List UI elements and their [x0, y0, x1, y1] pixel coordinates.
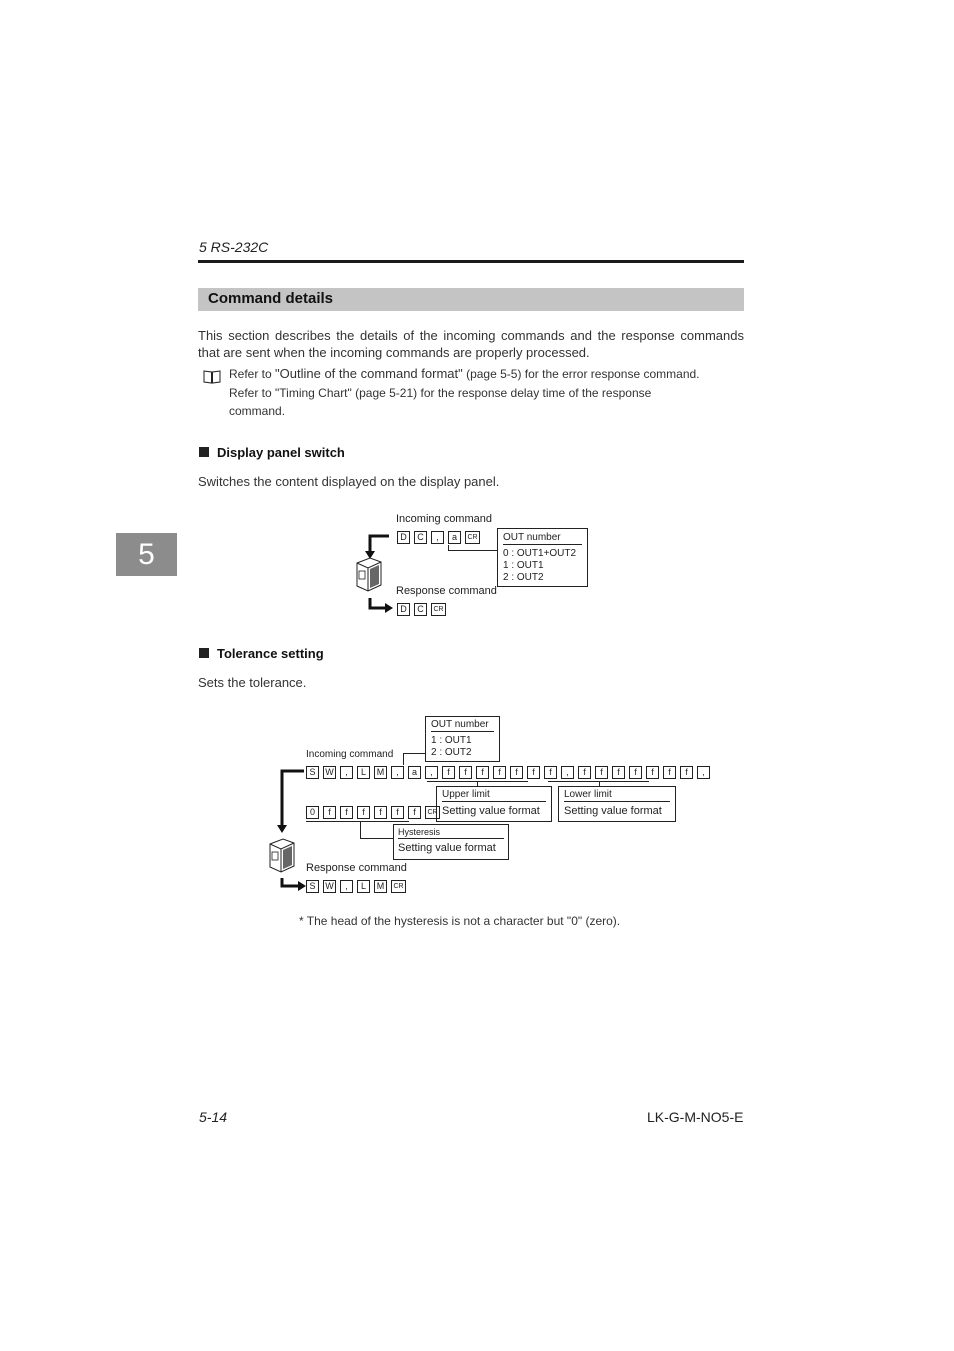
tol-out-number-box	[425, 716, 500, 762]
char-cell: W	[323, 880, 336, 893]
display-panel-heading-text: Display panel switch	[217, 445, 345, 460]
note-1	[229, 365, 749, 383]
section-title: Command details	[208, 290, 334, 307]
char-cell: f	[680, 766, 693, 779]
char-cell: f	[408, 806, 421, 819]
hysteresis-format	[306, 806, 444, 819]
upper-limit-title: Upper limit	[442, 789, 546, 802]
char-cell: f	[646, 766, 659, 779]
char-cell: a	[448, 531, 461, 544]
bracket-line	[360, 821, 361, 839]
bracket-line	[360, 838, 394, 839]
display-panel-description: Switches the content displayed on the display panel.	[198, 474, 500, 489]
char-cell: M	[374, 766, 387, 779]
dp-out-box-title: OUT number	[503, 532, 582, 545]
hysteresis-value-format: Setting value format	[398, 842, 496, 854]
char-cell: ,	[697, 766, 710, 779]
char-cell: ,	[431, 531, 444, 544]
bullet-square-icon	[199, 447, 209, 457]
sensor-head-icon	[266, 836, 298, 876]
char-cell: C	[414, 603, 427, 616]
char-cell: D	[397, 603, 410, 616]
dp-out-option: 2 : OUT2	[503, 572, 544, 583]
char-cell-cr: CR	[465, 531, 480, 544]
doc-code: LK-G-M-NO5-E	[647, 1109, 744, 1125]
char-cell: f	[612, 766, 625, 779]
footnote: * The head of the hysteresis is not a character but "0" (zero).	[299, 914, 621, 928]
dp-out-option: 0 : OUT1+OUT2	[503, 548, 577, 559]
note-2: Refer to "Timing Chart" (page 5-21) for the response delay time of the response command.	[229, 386, 652, 418]
char-cell: S	[306, 766, 319, 779]
char-cell-cr: CR	[431, 603, 446, 616]
char-cell: f	[595, 766, 608, 779]
char-cell: ,	[425, 766, 438, 779]
char-cell: L	[357, 880, 370, 893]
note-1-suffix: (page 5-5) for the error response command.	[462, 367, 700, 381]
char-cell: f	[442, 766, 455, 779]
char-cell: f	[544, 766, 557, 779]
connector-line	[448, 550, 498, 551]
tol-incoming-label: Incoming command	[306, 749, 394, 760]
char-cell: f	[527, 766, 540, 779]
intro-paragraph: This section describes the details of the incoming commands and the response commands that are sent when the incoming commands are properly processed.	[198, 328, 744, 360]
upper-limit-format: Setting value format	[442, 805, 540, 817]
dp-out-option: 1 : OUT1	[503, 560, 544, 571]
bullet-square-icon	[199, 648, 209, 658]
hysteresis-title: Hysteresis	[398, 827, 504, 839]
hysteresis-box	[393, 824, 509, 860]
char-cell: f	[663, 766, 676, 779]
char-cell: f	[374, 806, 387, 819]
char-cell: ,	[561, 766, 574, 779]
note-1-prefix: Refer to	[229, 367, 276, 381]
char-cell: f	[391, 806, 404, 819]
tolerance-heading-text: Tolerance setting	[217, 646, 324, 661]
char-cell: f	[357, 806, 370, 819]
char-cell-cr: CR	[425, 806, 440, 819]
char-cell: f	[459, 766, 472, 779]
char-cell: L	[357, 766, 370, 779]
tol-out-option: 1 : OUT1	[431, 735, 472, 746]
char-cell: f	[476, 766, 489, 779]
char-cell: ,	[340, 766, 353, 779]
tol-response-label: Response command	[306, 862, 407, 874]
lower-limit-format: Setting value format	[564, 805, 662, 817]
tol-response-command	[306, 880, 410, 893]
book-icon	[203, 369, 221, 389]
tol-out-box-title: OUT number	[431, 719, 494, 732]
page-number: 5-14	[199, 1109, 228, 1125]
note-1-reference[interactable]: "Outline of the command format"	[275, 366, 463, 381]
tolerance-heading	[199, 646, 324, 661]
char-cell-cr: CR	[391, 880, 406, 893]
char-cell: f	[578, 766, 591, 779]
char-cell: f	[629, 766, 642, 779]
chapter-header: 5 RS-232C	[199, 239, 269, 255]
sensor-head-icon	[354, 555, 384, 595]
tolerance-description: Sets the tolerance.	[198, 675, 307, 690]
connector-line	[403, 753, 425, 754]
lower-limit-box	[558, 786, 676, 822]
char-cell: S	[306, 880, 319, 893]
dp-response-command	[397, 603, 450, 616]
bracket-line	[306, 821, 409, 822]
char-cell: f	[493, 766, 506, 779]
char-cell: a	[408, 766, 421, 779]
char-cell: C	[414, 531, 427, 544]
char-cell: ,	[391, 766, 404, 779]
upper-limit-box	[436, 786, 552, 822]
tol-incoming-command	[306, 766, 714, 779]
dp-response-label: Response command	[396, 585, 497, 597]
lower-limit-title: Lower limit	[564, 789, 670, 802]
char-cell: f	[340, 806, 353, 819]
display-panel-heading	[199, 445, 345, 460]
char-cell: ,	[340, 880, 353, 893]
char-cell: f	[323, 806, 336, 819]
tol-out-option: 2 : OUT2	[431, 747, 472, 758]
char-cell: D	[397, 531, 410, 544]
dp-out-number-box	[497, 528, 588, 587]
dp-incoming-command	[397, 531, 484, 544]
char-cell: W	[323, 766, 336, 779]
char-cell: f	[510, 766, 523, 779]
char-cell: 0	[306, 806, 319, 819]
header-rule	[198, 260, 744, 263]
connector-line	[403, 753, 404, 765]
dp-incoming-label: Incoming command	[396, 513, 492, 525]
chapter-tab: 5	[116, 533, 177, 576]
char-cell: M	[374, 880, 387, 893]
